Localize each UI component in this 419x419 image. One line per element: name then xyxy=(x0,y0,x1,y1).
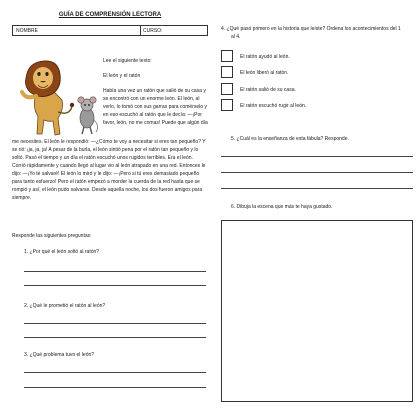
story-line: se rió: ¡ja, ja, ja! A pesar de la burla, el león sintió pena por el ratón tan pequeño y lo xyxy=(12,147,199,153)
story-line: se encontró con un enorme león. El león, al xyxy=(103,96,200,102)
story-line: en eso escuchó al ratón que le decía: —¡Por xyxy=(103,112,202,118)
questions-heading: Responde las siguientes preguntas: xyxy=(12,233,92,239)
order-box-1[interactable] xyxy=(221,50,233,62)
name-course-divider xyxy=(140,26,141,35)
story-line: dijo: —¡Yo te salvaré! El león lo miró y le dijo: —¡Pero si tú eres demasiado pequeño xyxy=(12,171,200,177)
order-box-4[interactable] xyxy=(221,99,233,111)
story-line: rompió y así, el león pudo salvarse. Desde aquella noche, los dos fueron amigos para xyxy=(12,187,203,193)
question-6: 6. Dibuja la escena que más te haya gustado. xyxy=(231,204,333,210)
answer-line[interactable] xyxy=(221,172,413,173)
drawing-box[interactable] xyxy=(221,220,413,402)
question-4: 4. ¿Qué pasó primero en la historia que leíste? Ordena los acontecimientos del 1 xyxy=(221,26,401,32)
answer-line[interactable] xyxy=(24,271,206,272)
answer-line[interactable] xyxy=(24,372,206,373)
order-box-3[interactable] xyxy=(221,83,233,95)
name-label: NOMBRE xyxy=(16,28,38,34)
name-course-box xyxy=(12,25,208,36)
story-line: para tanto esfuerzo! Pero el ratón empezó a morder la cuerda de la red hasta que se xyxy=(12,179,200,185)
question-5: 5. ¿Cuál es la enseñanza de esta fábula? Responde. xyxy=(231,136,349,142)
order-box-2[interactable] xyxy=(221,66,233,78)
event-option: El ratón ayudó al león. xyxy=(240,54,290,60)
answer-line[interactable] xyxy=(24,285,206,286)
answer-line[interactable] xyxy=(24,337,206,338)
event-option: El león liberó al ratón. xyxy=(240,70,289,76)
page-title: GUÍA DE COMPRENSIÓN LECTORA xyxy=(58,12,162,18)
answer-line[interactable] xyxy=(24,323,206,324)
event-option: El ratón escuchó rugir al león. xyxy=(240,103,307,109)
question-2: 2. ¿Qué le prometió el ratón al león? xyxy=(24,303,106,309)
answer-line[interactable] xyxy=(24,387,206,388)
story-line: favor, león, no me comas! Puede que algún día xyxy=(103,120,208,126)
event-option: El ratón salió de su casa. xyxy=(240,87,296,93)
lion-icon xyxy=(22,61,74,135)
story-line: Había una vez un ratón que salió de su casa y xyxy=(103,88,206,94)
question-3: 3. ¿Qué problema tuvo el león? xyxy=(24,352,95,358)
story-title: El león y el ratón xyxy=(103,73,141,79)
story-line: me necesites. El león le respondió: —¿Cómo te voy a necesitar si eres tan pequeño? Y xyxy=(12,139,206,145)
question-4-continued: al 4. xyxy=(231,34,241,40)
story-line: siempre. xyxy=(12,195,32,201)
story-line: soltó. Pasó el tiempo y un día el ratón escuchó unos rugidos terribles. Era el león. xyxy=(12,155,193,161)
answer-line[interactable] xyxy=(221,188,413,189)
reading-instruction: Lee el siguiente texto: xyxy=(103,58,152,64)
story-line: verlo, lo tomó con sus garras para comérselo y xyxy=(103,104,207,110)
mouse-icon xyxy=(78,97,98,134)
course-label: CURSO: xyxy=(143,28,163,34)
answer-line[interactable] xyxy=(221,156,413,157)
question-1: 1. ¿Por qué el león soltó al ratón? xyxy=(24,249,100,255)
story-line: Corrió rápidamente y cuando llegó al lugar vio al león atrapado en una red. Entonces le xyxy=(12,163,206,169)
lion-and-mouse-illustration xyxy=(14,56,100,140)
